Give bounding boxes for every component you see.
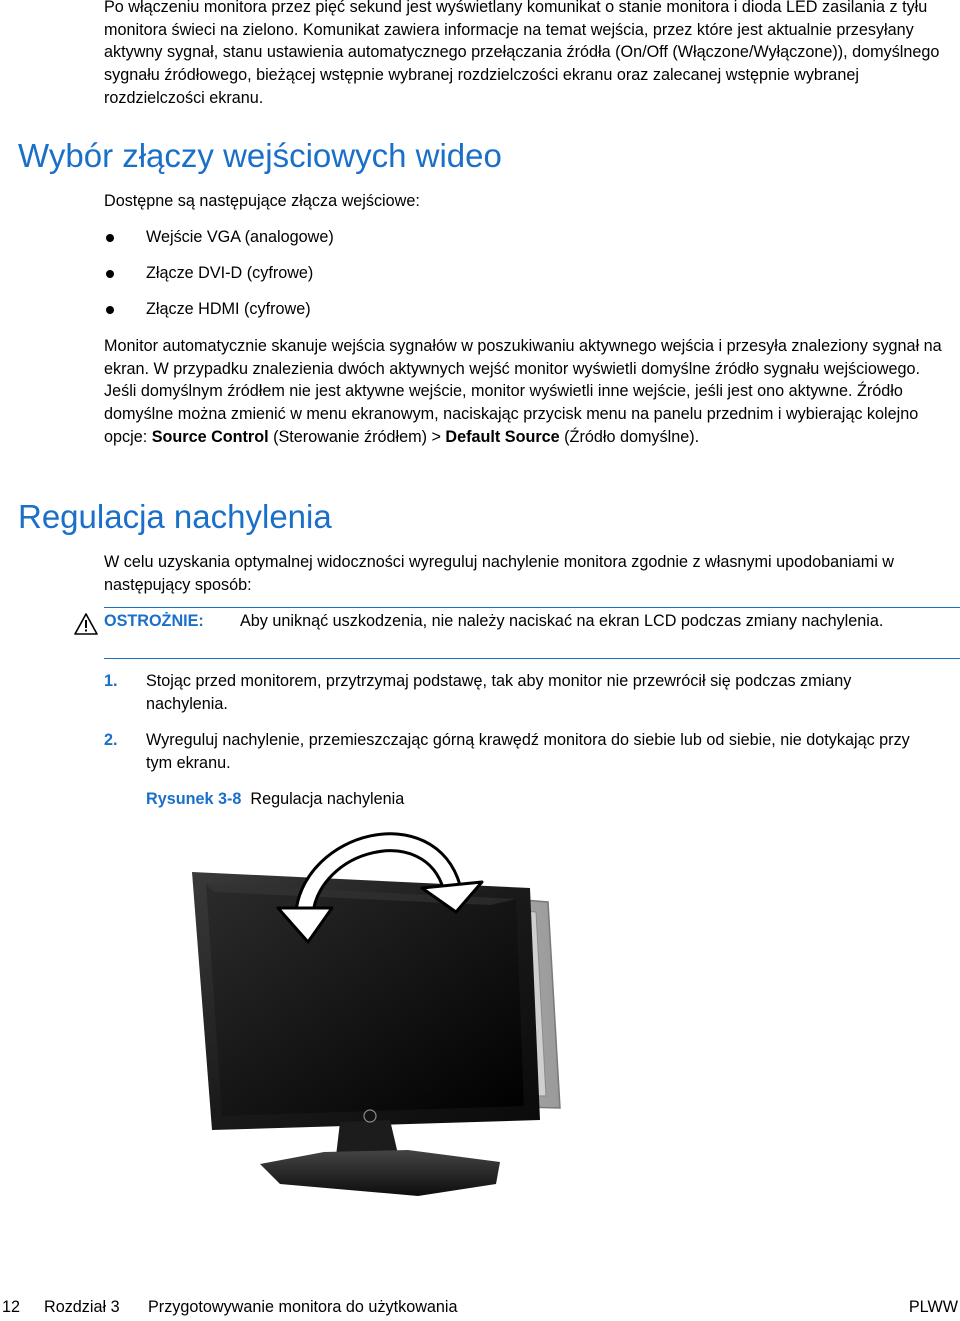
menu-option-default-source: Default Source xyxy=(445,427,560,446)
warning-triangle-icon xyxy=(74,613,98,635)
tilt-lead: W celu uzyskania optymalnej widoczności wyreguluj nachylenie monitora zgodnie z własnymi upodobaniami w następujący sposób: xyxy=(104,553,894,594)
figure-caption xyxy=(146,788,404,811)
caution-bottom-rule xyxy=(104,658,960,659)
bullet-dot xyxy=(106,270,114,278)
section-heading-tilt: Regulacja nachylenia xyxy=(18,498,332,535)
intro-paragraph: Po włączeniu monitora przez pięć sekund jest wyświetlany komunikat o stanie monitora i dioda LED zasilania z tyłu monitora świeci na zielono. Komunikat zawiera informacje na temat wejścia, przez które jest aktualnie przesyłany aktywny sygnał, stanu ustawienia automatycznego przełączania źródła (On/Off (Włączone/Wyłączone)), domyślnego sygnału źródłowego, bieżącej wstępnie wybranej rozdzielczości ekranu oraz zalecanej wstępnie wybranej rozdzielczości ekranu. xyxy=(104,0,940,107)
bullet-dot xyxy=(106,306,114,314)
inputs-body-text: (Sterowanie źródłem) > xyxy=(268,427,446,446)
monitor-tilt-illustration xyxy=(190,820,580,1210)
step-text-1: Stojąc przed monitorem, przytrzymaj podstawę, tak aby monitor nie przewrócił się podczas zmiany nachylenia. xyxy=(146,672,852,713)
bullet-item-vga: Wejście VGA (analogowe) xyxy=(146,228,334,246)
bullet-dot xyxy=(106,234,114,242)
inputs-lead: Dostępne są następujące złącza wejściowe: xyxy=(104,192,420,210)
figure-label: Rysunek 3-8 xyxy=(146,790,242,808)
footer-chapter: Rozdział 3 xyxy=(44,1298,120,1316)
footer-chapter-title: Przygotowywanie monitora do użytkowania xyxy=(148,1298,458,1316)
section-heading-inputs: Wybór złączy wejściowych wideo xyxy=(18,137,502,174)
step-text-2: Wyreguluj nachylenie, przemieszczając górną krawędź monitora do siebie lub od siebie, nie dotykając przy tym ekranu. xyxy=(146,731,910,772)
bullet-item-dvi: Złącze DVI-D (cyfrowe) xyxy=(146,264,314,282)
monitor-front xyxy=(192,872,540,1196)
inputs-body-paragraph xyxy=(104,335,956,449)
caution-label: OSTROŻNIE: xyxy=(104,612,204,630)
caution-text: Aby uniknąć uszkodzenia, nie należy naciskać na ekran LCD podczas zmiany nachylenia. xyxy=(240,612,884,630)
footer-code: PLWW xyxy=(908,1298,958,1316)
caution-top-rule xyxy=(104,607,960,608)
footer-page-number: 12 xyxy=(2,1298,21,1316)
step-number-2: 2. xyxy=(104,731,118,749)
figure-caption-text: Regulacja nachylenia xyxy=(250,790,405,808)
inputs-body-text: Monitor automatycznie skanuje wejścia sygnałów w poszukiwaniu aktywnego wejścia i przesyła znaleziony sygnał na ekran. W przypadku znalezienia dwóch aktywnych wejść monitor wyświetli domyślne źródło sygnału wejściowego. Jeśli domyślnym źródłem nie jest aktywne wejście, monitor wyświetli inne wejście, jeśli jest ono aktywne. Źródło domyślne można zmienić w menu ekranowym, naciskając przycisk menu na panelu przednim i wybierając kolejno opcje: xyxy=(104,337,942,446)
bullet-item-hdmi: Złącze HDMI (cyfrowe) xyxy=(146,300,311,318)
menu-option-source-control: Source Control xyxy=(151,427,269,446)
inputs-body-text: (Źródło domyślne). xyxy=(559,427,700,446)
step-number-1: 1. xyxy=(104,672,118,690)
